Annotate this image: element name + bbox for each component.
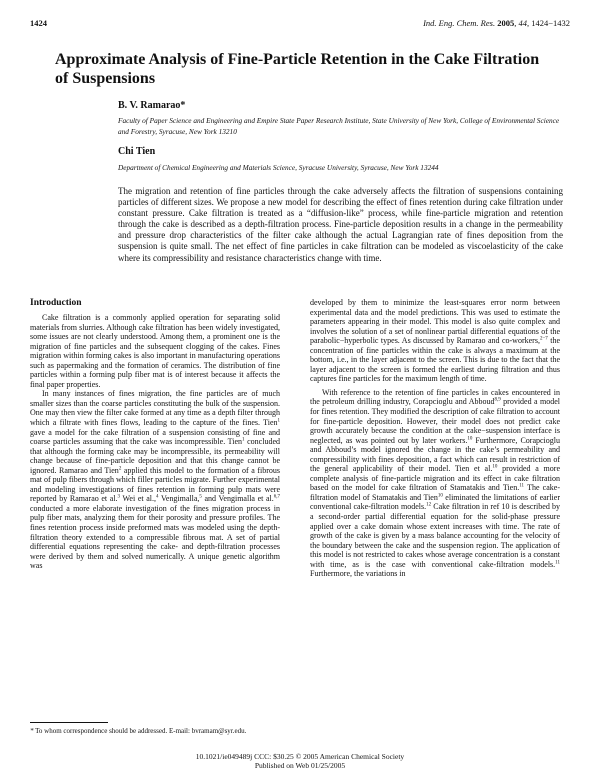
- journal-pages: 1424−1432: [531, 18, 570, 28]
- publication-footer: [0, 752, 600, 770]
- page-number: 1424: [30, 18, 47, 28]
- introduction-heading: Introduction: [30, 298, 82, 308]
- left-column: [30, 298, 280, 571]
- intro-paragraph-1: Cake filtration is a commonly applied operation for separating solid materials from slurries. Although cake filtration has been widely investigated, some issues are not clearly understood. Among them, a prominent one is the migration of fine particles and the subsequent clogging of the cakes. Fines migration within forming cakes is also important in manufacturing operations such as papermaking and the formation of ceramics. The distribution of fine particles within a forming pulp fiber mat is of interest because it affects the final paper properties.: [30, 313, 280, 389]
- footnote-text: To whom correspondence should be addressed. E-mail: bvramam@syr.edu.: [33, 727, 247, 735]
- journal-year: 2005: [497, 18, 515, 28]
- doi-copyright-line: 10.1021/ie049489j CCC: $30.25 © 2005 American Chemical Society: [195, 752, 405, 761]
- footnote-divider: [30, 722, 108, 723]
- footnote-marker: *: [30, 727, 34, 735]
- journal-citation: Ind. Eng. Chem. Res. 2005, 44, 1424−1432: [423, 18, 570, 28]
- correspondence-footnote: [30, 727, 280, 736]
- intro-paragraph-4: With reference to the retention of fine particles in cakes encountered in the petroleum drilling industry, Corapcioglu and Abboud$^{8,9}$ provided a model for fines retention. They modified the description of cake filtration to account for fine-particle deposition. However, their model does not predict cake growth accurately because the condition at the cake−suspension interface is neglected, as was pointed out by later workers.$^{10}$ Furthermore, Corapcioglu and Abboud’s model ignored the change in the cake’s permeability and compressibility with fines deposition, a fact which can result in restriction of the general applicability of their model. Tien et al.$^{10}$ provided a more complete analysis of fine-particle migration and its effect in cake filtration based on the model for cake filtration of Stamatakis and Tien.$^{11}$ The cake-filtration model of Stamatakis and Tien$^{10}$ eliminated the limitations of earlier conventional cake-filtration models.$^{12}$ Cake filtration in ref 10 is described by a second-order partial differential equation for the solid-phase pressure applied over a cake domain whose extent increases with time. The rate of growth of the cake is given by a mass balance accounting for the velocity of the boundary between the cake and the suspension region. The application of this model is not restricted to cakes whose average concentration is a constant with time, as is the case with conventional cake-filtration models.$^{11}$ Furthermore, the variations in: [310, 387, 561, 579]
- author-affiliation-2: Department of Chemical Engineering and Materials Science, Syracuse University, Syracuse, New York 13244: [118, 163, 439, 172]
- author-name-1: B. V. Ramarao*: [118, 100, 186, 111]
- journal-volume: 44: [518, 18, 527, 28]
- author-affiliation-1: Faculty of Paper Science and Engineering and Empire State Paper Research Institute, State University of New York, College of Environmental Science and Forestry, Syracuse, New York 13210: [118, 116, 560, 136]
- author-name-2: Chi Tien: [118, 146, 156, 157]
- running-header: [30, 18, 570, 32]
- journal-abbrev: Ind. Eng. Chem. Res.: [423, 18, 496, 28]
- right-column: [310, 298, 560, 579]
- abstract: The migration and retention of fine particles through the cake adversely affects the filtration of suspensions containing particles of different sizes. We propose a new model for describing the effect of fines retention during cake filtration under constant pressure. Cake filtration is treated as a “diffusion-like” process, while fine-particle migration and retention through the cake is described as a depth-filtration process. Fine-particle deposition results in a change in the permeability and pressure drop characteristics of the filter cake although the actual Lagrangian rate of fines deposition from the suspension is quite small. The net effect of fine particles in cake filtration can be modeled as viscoelasticity of the cake where its compressibility and resistance characteristics change with time.: [118, 186, 563, 263]
- paper-title: Approximate Analysis of Fine-Particle Retention in the Cake Filtration of Suspensions: [55, 51, 540, 87]
- intro-paragraph-2: In many instances of fines migration, the fine particles are of much smaller sizes than the coarse particles constituting the bulk of the suspension. One may then view the filter cake formed at any time as a depth filter through which a filtrate with fines flows, leading to the capture of the fines. Tien$^1$ gave a model for the cake filtration of a suspension consisting of fine and coarse particles assuming that the cake was incompressible. Tien$^1$ concluded that although the forming cake may be incompressible, its permeability will change because of fine-particle deposition and that this change cannot be ignored. Ramarao and Tien$^2$ applied this model to the formation of a fibrous mat of pulp fibers through which filler particles migrate. Further experimental and modeling investigations of fines retention in forming pulp mats were reported by Ramarao et al.$^3$ Wei et al.,$^4$ Vengimalla,$^5$ and Vengimalla et al.$^{6,7}$ conducted a more elaborate investigation of the fines migration process in pulp fiber mats, analyzing them for their porosity and pressure profiles. The fines retention process inside preformed mats was modeled using the depth-filtration theory extended to a compressible fibrous mat. A set of partial differential equations representing the cake- and depth-filtration processes were derived by them and solved numerically. A unique genetic algorithm was: [30, 389, 280, 571]
- published-date-line: Published on Web 01/25/2005: [254, 761, 346, 770]
- intro-paragraph-3: developed by them to minimize the least-squares error norm between experimental data and the model predictions. This was used to estimate the parameters appearing in their model. This model is also quite complex and involves the solution of a set of nonlinear partial differential equations of the parabolic−hyperbolic types. As discussed by Ramarao and co-workers,$^{2-7}$ the concentration of fine particles within the cake is always a maximum at the bottom, i.e., in the layer adjacent to the screen. This is due to the fact that the layer adjacent to the screen is formed the earliest during filtration and thus captures fine particles for the maximum length of time.: [310, 298, 560, 384]
